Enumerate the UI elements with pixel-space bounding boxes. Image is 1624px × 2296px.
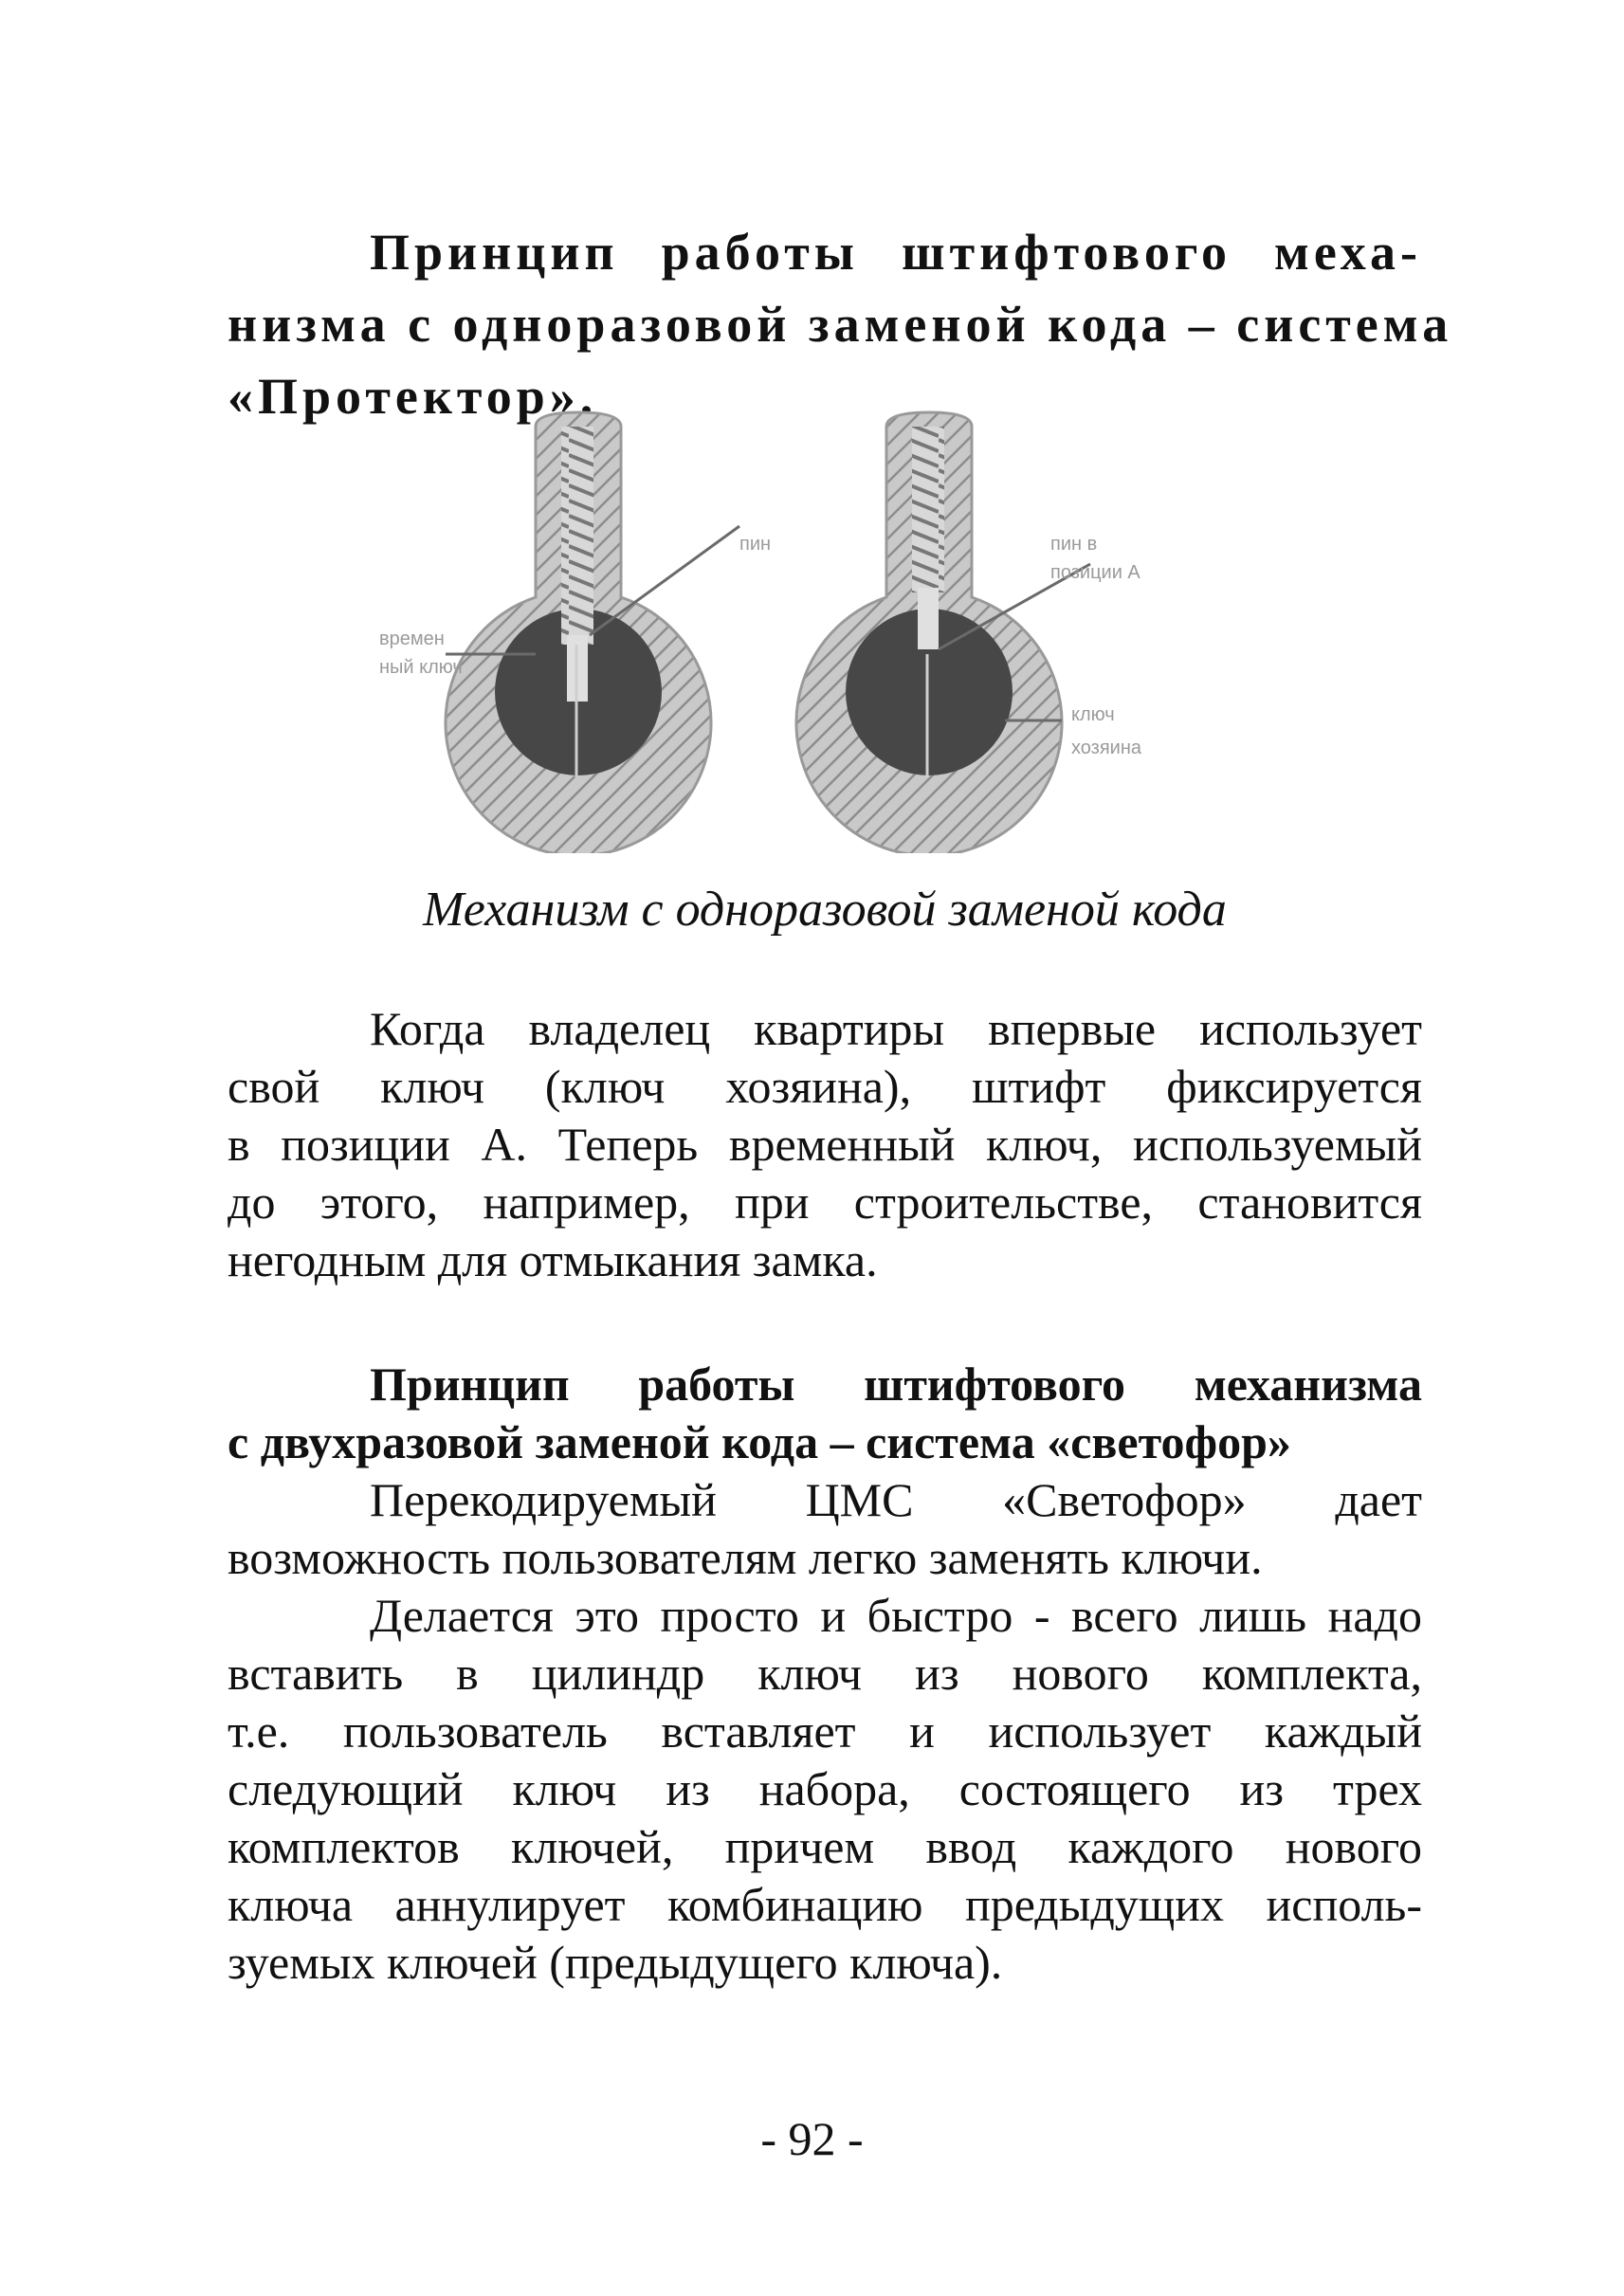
paragraph-line: возможность пользователям легко заменять ключи. bbox=[228, 1531, 1263, 1584]
label-owner-key: ключ bbox=[1071, 704, 1115, 725]
heading-line: «Протектор». bbox=[228, 368, 598, 425]
paragraph-line: до этого, например, при строительстве, становится bbox=[228, 1175, 1422, 1229]
paragraph-line: вставить в цилиндр ключ из нового комплекта, bbox=[228, 1647, 1422, 1700]
left-cylinder bbox=[446, 412, 711, 853]
paragraph-line: Перекодируемый ЦМС «Светофор» дает bbox=[370, 1473, 1422, 1526]
label-owner-key: хозяина bbox=[1071, 738, 1142, 758]
paragraph-line: зуемых ключей (предыдущего ключа). bbox=[228, 1936, 1003, 1989]
heading-line: Принцип работы штифтового меха- bbox=[370, 224, 1422, 281]
paragraph-line: ключа аннулирует комбинацию предыдущих исполь- bbox=[228, 1878, 1422, 1931]
right-cylinder bbox=[796, 412, 1062, 853]
label-pin: пин bbox=[739, 534, 772, 555]
label-pin-position-a: позиции А bbox=[1050, 562, 1140, 583]
label-temp-key: ный ключ bbox=[379, 657, 463, 678]
heading-line: Принцип работы штифтового механизма bbox=[370, 1358, 1422, 1411]
section-heading-protector bbox=[228, 216, 1453, 432]
figure-caption: Механизм с одноразовой заменой кода bbox=[423, 883, 1227, 937]
paragraph-line: т.е. пользователь вставляет и использует каждый bbox=[228, 1704, 1422, 1758]
heading-line: с двухразовой заменой кода – система «светофор» bbox=[228, 1415, 1291, 1468]
paragraph-line: в позиции А. Теперь временный ключ, используемый bbox=[228, 1118, 1422, 1171]
page-number: - 92 - bbox=[760, 2112, 864, 2165]
paragraph-svetofor-intro bbox=[228, 1471, 1422, 1587]
paragraph-line: Когда владелец квартиры впервые использует bbox=[370, 1002, 1422, 1055]
paragraph-line: следующий ключ из набора, состоящего из трех bbox=[228, 1762, 1422, 1815]
paragraph-line: комплектов ключей, причем ввод каждого нового bbox=[228, 1820, 1422, 1873]
mechanism-illustration bbox=[341, 408, 1270, 853]
mechanism-figure bbox=[341, 408, 1270, 853]
paragraph-line: негодным для отмыкания замка. bbox=[228, 1233, 878, 1286]
paragraph-owner-key bbox=[228, 1000, 1422, 1289]
paragraph-key-replacement bbox=[228, 1587, 1422, 1992]
paragraph-line: Делается это просто и быстро - всего лишь надо bbox=[370, 1589, 1422, 1642]
paragraph-line: свой ключ (ключ хозяина), штифт фиксируется bbox=[228, 1060, 1422, 1113]
heading-line: низма с одноразовой заменой кода – система bbox=[228, 296, 1453, 353]
label-pin-position-a: пин в bbox=[1050, 534, 1098, 555]
label-temp-key: времен bbox=[379, 629, 445, 649]
section-heading-svetofor bbox=[228, 1356, 1422, 1471]
